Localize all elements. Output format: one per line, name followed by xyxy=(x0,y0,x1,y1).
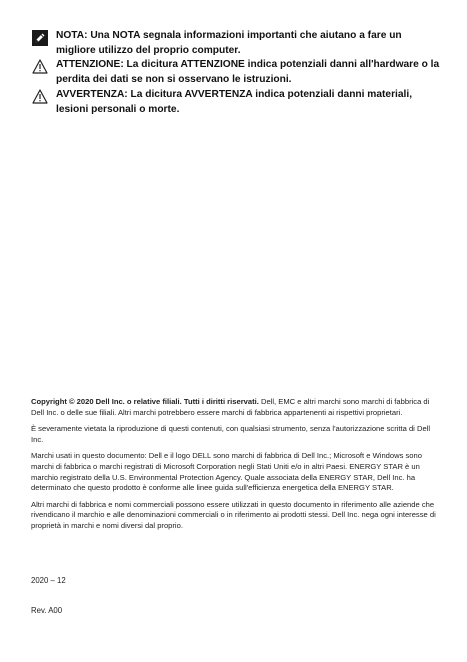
copyright-lead: Copyright © 2020 Dell Inc. o relative filiali. Tutti i diritti riservati. xyxy=(31,397,259,406)
copyright-paragraph xyxy=(31,397,438,418)
caution-text: ATTENZIONE: La dicitura ATTENZIONE indica potenziali danni all'hardware o la perdita dei dati se non si osservano le istruzioni. xyxy=(56,59,440,85)
caution-triangle-icon xyxy=(32,59,52,79)
revision-label: Rev. A00 xyxy=(31,606,63,615)
legal-section xyxy=(31,397,438,538)
copyright-rest: Dell, EMC e altri marchi sono marchi di fabbrica di Dell Inc. o delle sue filiali. Altri marchi potrebbero essere marchi di fabbrica appartenenti ai rispettivi proprietari. xyxy=(31,397,430,417)
other-trademarks-paragraph: Altri marchi di fabbrica e nomi commerciali possono essere utilizzati in questo documento in riferimento alle aziende che rivendicano il marchio e alle denominazioni commerciali o in riferimento ai prodotti stessi. Dell Inc. nega ogni interesse di proprietà in marchi e nomi diversi dal proprio. xyxy=(31,499,436,530)
warning-triangle-icon xyxy=(32,89,52,109)
publication-date: 2020 – 12 xyxy=(31,576,66,585)
warning-notice xyxy=(32,88,442,117)
warning-text: AVVERTENZA: La dicitura AVVERTENZA indica potenziali danni materiali, lesioni personali o morte. xyxy=(56,89,413,115)
note-notice xyxy=(32,29,442,58)
reproduction-paragraph: È severamente vietata la riproduzione di questi contenuti, con qualsiasi strumento, senza l'autorizzazione scritta di Dell Inc. xyxy=(31,424,431,444)
note-text: NOTA: Una NOTA segnala informazioni importanti che aiutano a fare un migliore utilizzo del proprio computer. xyxy=(56,30,402,56)
caution-notice xyxy=(32,58,442,87)
trademarks-paragraph: Marchi usati in questo documento: Dell e il logo DELL sono marchi di fabbrica di Dell Inc.; Microsoft e Windows sono marchi di fabbrica o marchi registrati di Microsoft Corporation negli Stati Uniti e/o in altri Paesi. ENERGY STAR è un marchio registrato della U.S. Environmental Protection Agency. Quale associata della ENERGY STAR, Dell Inc. ha determinato che questo prodotto è conforme alle linee guida sull'efficienza energetica della ENERGY STAR. xyxy=(31,451,422,493)
note-pencil-icon xyxy=(32,30,52,51)
